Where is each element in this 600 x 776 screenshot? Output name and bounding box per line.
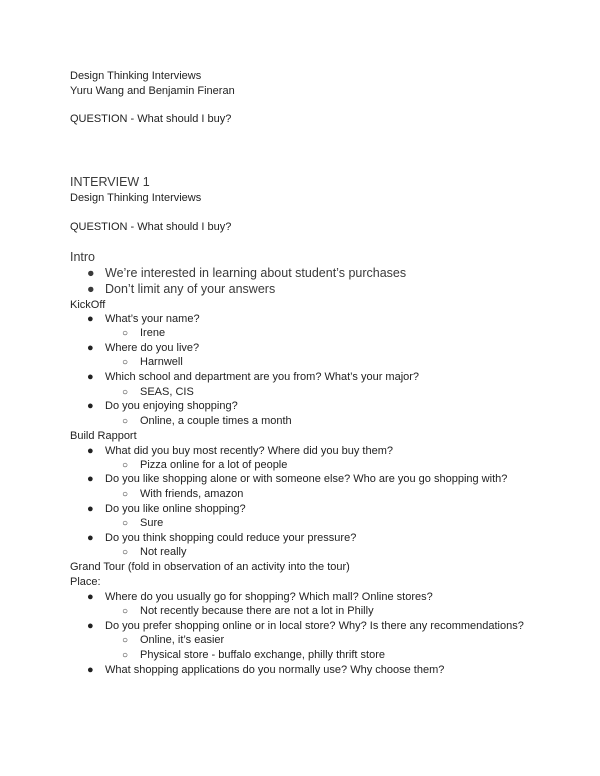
question-item: Which school and department are you from? What’s your major? bbox=[105, 371, 420, 383]
interview-question: QUESTION - What should I buy? bbox=[70, 221, 232, 233]
question-item: Do you enjoying shopping? bbox=[105, 400, 238, 412]
bullet-icon: ● bbox=[87, 342, 94, 354]
sub-bullet-icon: ○ bbox=[122, 635, 129, 646]
answer-item: Not recently because there are not a lot in Philly bbox=[140, 605, 374, 617]
bullet-icon: ● bbox=[87, 282, 95, 296]
bullet-icon: ● bbox=[87, 400, 94, 412]
answer-item: Online, a couple times a month bbox=[140, 415, 292, 427]
doc-question: QUESTION - What should I buy? bbox=[70, 113, 232, 125]
sub-bullet-icon: ○ bbox=[122, 547, 129, 558]
bullet-icon: ● bbox=[87, 313, 94, 325]
grand-tour-heading: Grand Tour (fold in observation of an activity into the tour) bbox=[70, 561, 350, 573]
question-item: What’s your name? bbox=[105, 313, 200, 325]
answer-item: With friends, amazon bbox=[140, 488, 244, 500]
question-item: What did you buy most recently? Where did you buy them? bbox=[105, 445, 393, 457]
interview-heading: INTERVIEW 1 bbox=[70, 175, 150, 189]
sub-bullet-icon: ○ bbox=[122, 460, 129, 471]
question-item: Do you like shopping alone or with someone else? Who are you go shopping with? bbox=[105, 473, 508, 485]
rapport-heading: Build Rapport bbox=[70, 430, 137, 442]
sub-bullet-icon: ○ bbox=[122, 357, 129, 368]
bullet-icon: ● bbox=[87, 266, 95, 280]
kickoff-heading: KickOff bbox=[70, 299, 106, 311]
doc-authors: Yuru Wang and Benjamin Fineran bbox=[70, 85, 235, 97]
sub-bullet-icon: ○ bbox=[122, 328, 129, 339]
sub-bullet-icon: ○ bbox=[122, 387, 129, 398]
answer-item: Not really bbox=[140, 546, 187, 558]
sub-bullet-icon: ○ bbox=[122, 606, 129, 617]
answer-item: Sure bbox=[140, 517, 164, 529]
bullet-icon: ● bbox=[87, 664, 94, 676]
question-item: Do you think shopping could reduce your pressure? bbox=[105, 532, 357, 544]
question-item: Do you prefer shopping online or in local store? Why? Is there any recommendations? bbox=[105, 620, 524, 632]
bullet-icon: ● bbox=[87, 591, 94, 603]
sub-bullet-icon: ○ bbox=[122, 650, 129, 661]
bullet-icon: ● bbox=[87, 445, 94, 457]
intro-item: We’re interested in learning about student’s purchases bbox=[105, 266, 407, 280]
answer-item: SEAS, CIS bbox=[140, 386, 194, 398]
bullet-icon: ● bbox=[87, 532, 94, 544]
answer-item: Irene bbox=[140, 327, 166, 339]
place-label: Place: bbox=[70, 576, 101, 588]
sub-bullet-icon: ○ bbox=[122, 518, 129, 529]
sub-bullet-icon: ○ bbox=[122, 416, 129, 427]
bullet-icon: ● bbox=[87, 503, 94, 515]
bullet-icon: ● bbox=[87, 620, 94, 632]
bullet-icon: ● bbox=[87, 473, 94, 485]
answer-item: Online, it’s easier bbox=[140, 634, 225, 646]
intro-heading: Intro bbox=[70, 250, 96, 264]
interview-subtitle: Design Thinking Interviews bbox=[70, 192, 202, 204]
answer-item: Pizza online for a lot of people bbox=[140, 459, 288, 471]
question-item: Do you like online shopping? bbox=[105, 503, 246, 515]
answer-item: Physical store - buffalo exchange, philly thrift store bbox=[140, 649, 385, 661]
intro-item: Don’t limit any of your answers bbox=[105, 282, 276, 296]
question-item: Where do you usually go for shopping? Which mall? Online stores? bbox=[105, 591, 433, 603]
bullet-icon: ● bbox=[87, 371, 94, 383]
answer-item: Harnwell bbox=[140, 356, 183, 368]
question-item: What shopping applications do you normally use? Why choose them? bbox=[105, 664, 445, 676]
doc-title: Design Thinking Interviews bbox=[70, 70, 202, 82]
sub-bullet-icon: ○ bbox=[122, 489, 129, 500]
question-item: Where do you live? bbox=[105, 342, 200, 354]
